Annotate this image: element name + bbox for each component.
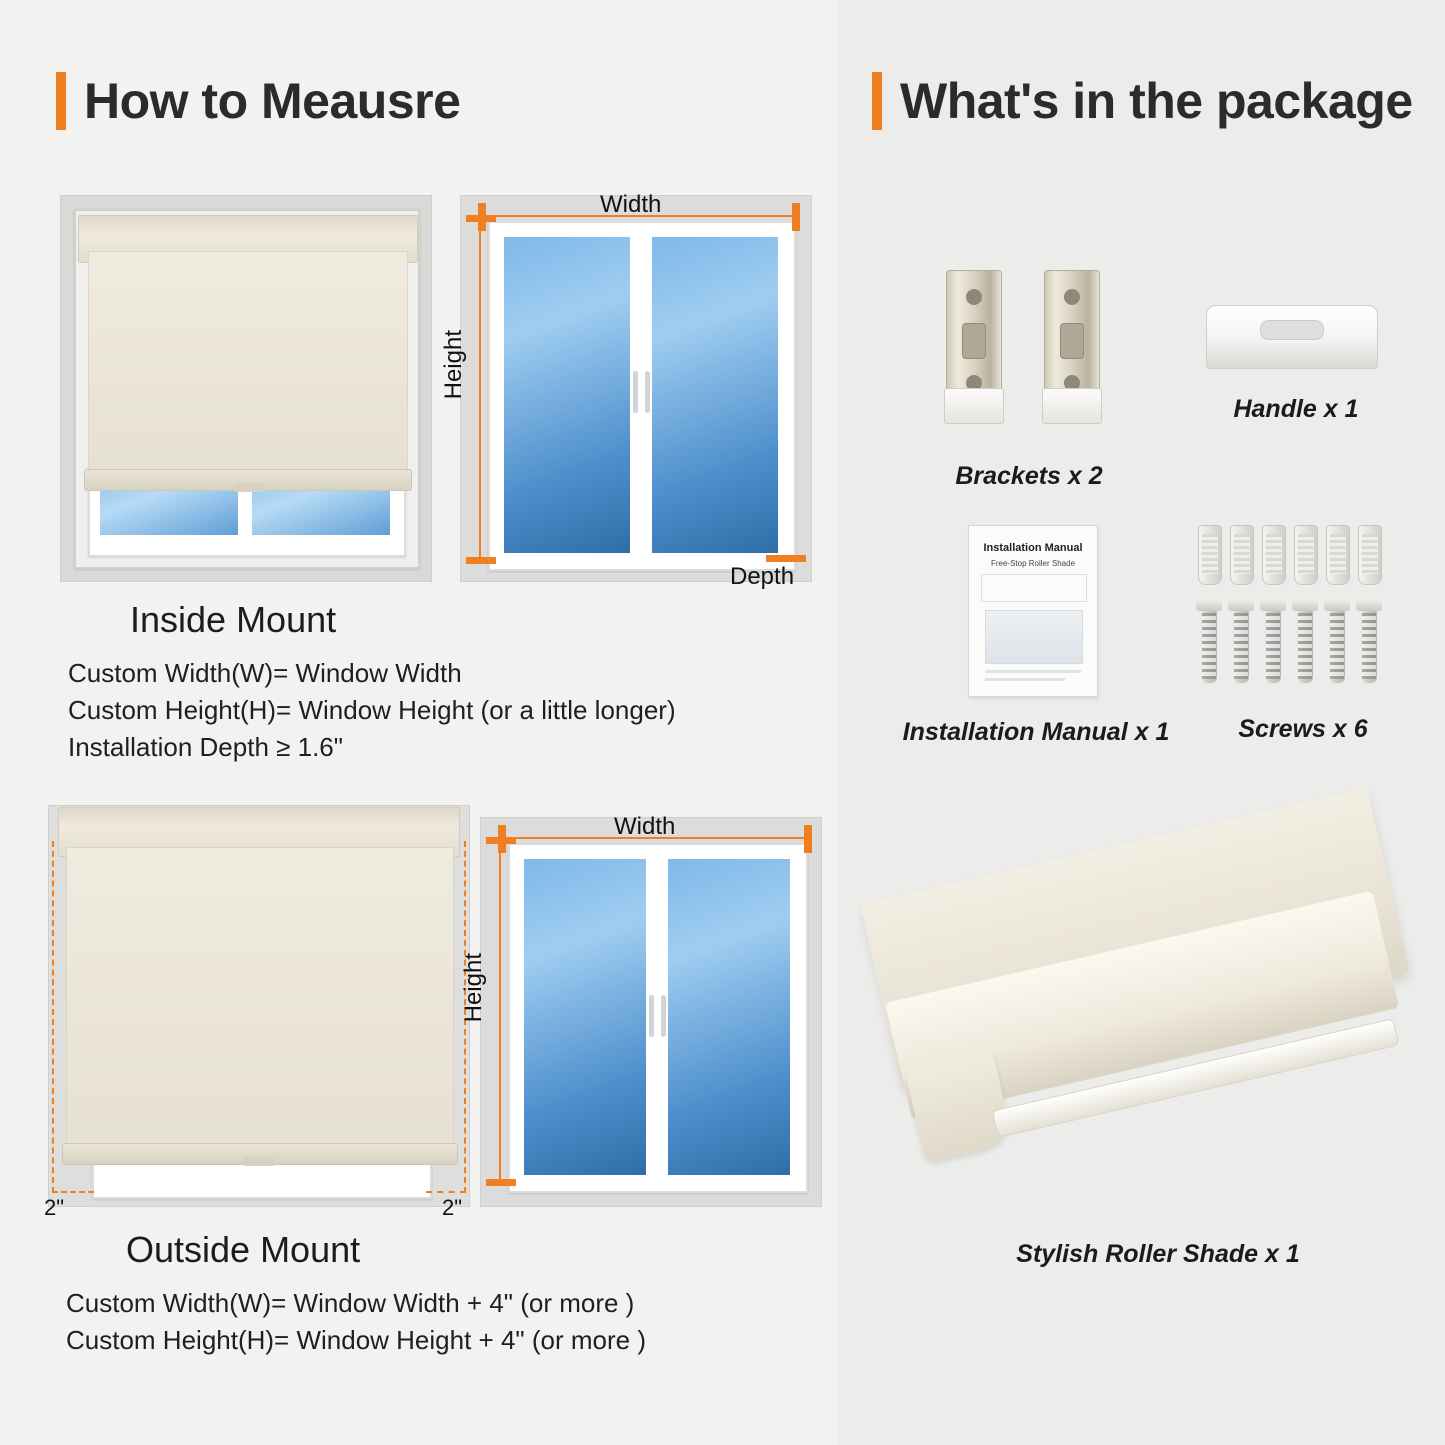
manual-text-line-1: [985, 670, 1081, 673]
depth-tick: [766, 555, 806, 562]
manual-cover-title: Installation Manual: [983, 542, 1083, 554]
manual-cover-subtitle: Free-Stop Roller Shade: [990, 559, 1076, 568]
package-contents-panel: [838, 0, 1445, 1445]
window-handle-right-icon: [645, 371, 650, 413]
depth-label: Depth: [730, 563, 795, 590]
outside-mount-illustration: [30, 795, 820, 1220]
outside-height-measure-line: [499, 843, 501, 1183]
inside-mount-illustration: [40, 185, 820, 590]
handle-item: [1206, 305, 1386, 385]
brackets-item: [936, 270, 1116, 450]
bracket-hole-top-2: [1064, 289, 1080, 305]
screws-caption: Screws x 6: [1238, 715, 1368, 743]
outside-width-label: Width: [614, 813, 676, 840]
package-heading: [872, 72, 1413, 130]
outside-glass-left: [524, 859, 646, 1175]
accent-bar-icon-right: [872, 72, 882, 130]
package-title: What's in the package: [900, 73, 1413, 129]
window-frame-inside: [488, 221, 796, 571]
height-label: Height: [440, 330, 467, 400]
accent-bar-icon: [56, 72, 66, 130]
wall-anchor-icon-3: [1262, 525, 1286, 585]
outside-shade-fabric: [66, 847, 454, 1149]
glass-pane-left-tall: [504, 237, 630, 553]
handle-caption: Handle x 1: [1233, 395, 1359, 423]
width-tick-right: [792, 203, 800, 231]
manual-thumb-row: [981, 574, 1087, 602]
inside-mount-specs: [68, 655, 820, 766]
bracket-base-left: [944, 388, 1004, 424]
wall-anchor-icon-2: [1230, 525, 1254, 585]
handle-icon: [1206, 305, 1378, 369]
outside-mount-specs: [66, 1285, 820, 1359]
manual-icon: [968, 525, 1098, 697]
outside-mount-spec-width: Custom Width(W)= Window Width + 4" (or more ): [66, 1288, 635, 1318]
how-to-measure-heading: [56, 72, 460, 130]
overhang-right-base: [426, 1191, 466, 1193]
screw-icon-2: [1233, 605, 1249, 683]
shade-fabric: [88, 251, 408, 475]
handle-grip-slot: [1260, 320, 1324, 340]
roller-shade-caption: Stylish Roller Shade x 1: [1016, 1240, 1300, 1268]
screw-icon-3: [1265, 605, 1281, 683]
inside-mount-spec-height: Custom Height(H)= Window Height (or a little longer): [68, 694, 676, 725]
outside-height-tick-top: [486, 837, 516, 844]
outside-mount-title: Outside Mount: [126, 1229, 361, 1270]
inside-mount-spec-width: Custom Width(W)= Window Width: [68, 658, 462, 688]
outside-mount-spec-height: Custom Height(H)= Window Height + 4" (or more ): [66, 1324, 646, 1355]
wall-anchor-icon-1: [1198, 525, 1222, 585]
overhang-left-base: [52, 1191, 94, 1193]
screw-icon-4: [1297, 605, 1313, 683]
roller-shade-item: [878, 880, 1438, 1270]
window-handle-left-icon: [633, 371, 638, 413]
height-tick-bottom: [466, 557, 496, 564]
manual-caption: Installation Manual x 1: [902, 718, 1170, 746]
manual-figure: [985, 610, 1083, 664]
height-tick-top: [466, 215, 496, 222]
outside-width-tick-right: [804, 825, 812, 853]
inside-mount-title: Inside Mount: [130, 599, 337, 640]
overhang-left-guide: [52, 841, 54, 1193]
bracket-hole-top: [966, 289, 982, 305]
outside-window-handle-left-icon: [649, 995, 654, 1037]
bracket-base-right: [1042, 388, 1102, 424]
bracket-slot-2: [1060, 323, 1084, 359]
wall-anchor-icon-4: [1294, 525, 1318, 585]
brackets-caption: Brackets x 2: [955, 462, 1103, 490]
screw-icon-1: [1201, 605, 1217, 683]
outside-mount-block: [30, 795, 820, 1359]
outside-shade-pull-tab: [244, 1157, 274, 1166]
how-to-measure-title: How to Meausre: [84, 73, 461, 129]
overhang-right-label: 2": [442, 1195, 463, 1220]
inside-mount-block: [40, 185, 820, 766]
bracket-slot: [962, 323, 986, 359]
overhang-left-label: 2": [44, 1195, 65, 1220]
outside-height-label: Height: [460, 953, 487, 1023]
outside-window-frame: [508, 843, 808, 1193]
manual-text-line-2: [985, 678, 1065, 681]
wall-anchor-icon-6: [1358, 525, 1382, 585]
wall-anchor-icon-5: [1326, 525, 1350, 585]
inside-mount-spec-depth: Installation Depth ≥ 1.6": [68, 731, 343, 762]
outside-window-handle-right-icon: [661, 995, 666, 1037]
shade-pull-tab: [235, 483, 263, 492]
height-measure-line: [479, 221, 481, 561]
screw-icon-6: [1361, 605, 1377, 683]
outside-glass-right: [668, 859, 790, 1175]
width-label: Width: [600, 191, 662, 218]
screws-item: [1198, 525, 1398, 695]
outside-height-tick-bottom: [486, 1179, 516, 1186]
glass-pane-right-tall: [652, 237, 778, 553]
screw-icon-5: [1329, 605, 1345, 683]
